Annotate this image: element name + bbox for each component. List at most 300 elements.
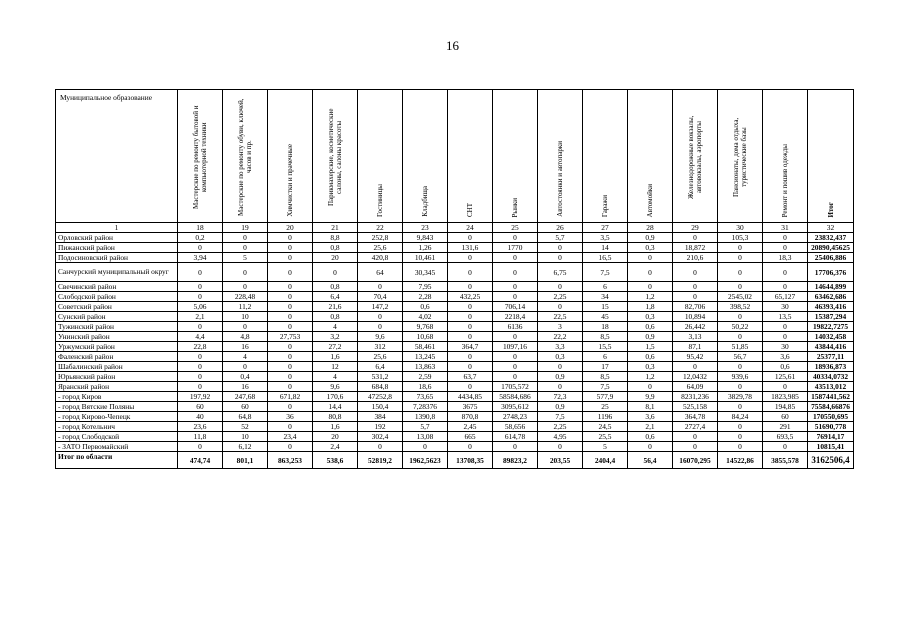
table-cell: 22,5 xyxy=(538,312,583,322)
table-cell: 0,6 xyxy=(403,302,448,312)
table-cell: 84,24 xyxy=(718,412,763,422)
table-cell: 0 xyxy=(268,352,313,362)
table-cell: 170,6 xyxy=(313,392,358,402)
table-cell: 398,52 xyxy=(718,302,763,312)
column-header-label: Гаражи xyxy=(601,194,609,217)
table-cell: 11,8 xyxy=(178,432,223,442)
column-header-label: Мастерские по ремонту бытовой и компьютерной техники xyxy=(192,105,208,209)
table-cell: 1390,8 xyxy=(403,412,448,422)
table-cell: 58,461 xyxy=(403,342,448,352)
table-cell: 9,6 xyxy=(313,382,358,392)
table-cell: 2,1 xyxy=(628,422,673,432)
table-cell: 2,4 xyxy=(313,442,358,452)
table-cell: 0,3 xyxy=(538,352,583,362)
column-header xyxy=(358,90,403,223)
table-cell: 0 xyxy=(268,402,313,412)
table-cell: 0 xyxy=(223,282,268,292)
table-cell: 0 xyxy=(268,362,313,372)
column-header-label: Пансионаты, дома отдыха, туристические базы xyxy=(732,117,748,197)
row-total: 46393,416 xyxy=(808,302,854,312)
table-cell: 0 xyxy=(448,332,493,342)
table-cell: 14 xyxy=(583,243,628,253)
table-cell: 0 xyxy=(718,382,763,392)
table-cell: 0 xyxy=(493,362,538,372)
table-cell: 0,3 xyxy=(628,362,673,372)
table-cell: 8,5 xyxy=(583,372,628,382)
table-cell: 27,2 xyxy=(313,342,358,352)
column-number: 21 xyxy=(313,223,358,233)
table-cell: 0 xyxy=(268,382,313,392)
table-cell: 0 xyxy=(268,292,313,302)
row-total: 1587441,562 xyxy=(808,392,854,402)
table-cell: 1770 xyxy=(493,243,538,253)
table-cell: 0 xyxy=(628,382,673,392)
table-cell: 25,5 xyxy=(583,432,628,442)
table-cell: 0 xyxy=(448,312,493,322)
table-row xyxy=(56,352,854,362)
table-cell: 22,2 xyxy=(538,332,583,342)
table-cell: 2545,02 xyxy=(718,292,763,302)
table-cell: 0 xyxy=(628,442,673,452)
total-cell: 16070,295 xyxy=(673,452,718,469)
table-cell: 10 xyxy=(223,432,268,442)
table-cell: 0,8 xyxy=(313,282,358,292)
column-header xyxy=(448,90,493,223)
table-cell: 12 xyxy=(313,362,358,372)
column-number: 32 xyxy=(808,223,854,233)
table-cell: 0 xyxy=(538,442,583,452)
row-name: Пижанский район xyxy=(56,243,178,253)
table-cell: 0 xyxy=(718,312,763,322)
table-cell: 0,9 xyxy=(538,402,583,412)
total-cell: 13708,35 xyxy=(448,452,493,469)
table-cell: 2727,4 xyxy=(673,422,718,432)
row-name: Яранский район xyxy=(56,382,178,392)
table-cell: 3,6 xyxy=(628,412,673,422)
row-total: 63462,686 xyxy=(808,292,854,302)
table-cell: 18,3 xyxy=(763,253,808,263)
table-cell: 13,5 xyxy=(763,312,808,322)
table-cell: 0,3 xyxy=(628,243,673,253)
table-cell: 0 xyxy=(763,233,808,243)
table-cell: 0 xyxy=(718,402,763,412)
table-cell: 525,158 xyxy=(673,402,718,412)
table-cell: 10,894 xyxy=(673,312,718,322)
table-cell: 2,25 xyxy=(538,422,583,432)
column-header-label: Кладбища xyxy=(421,186,429,217)
table-cell: 63,7 xyxy=(448,372,493,382)
total-cell: 89823,2 xyxy=(493,452,538,469)
table-cell: 0 xyxy=(268,233,313,243)
column-header xyxy=(583,90,628,223)
table-cell: 7,28376 xyxy=(403,402,448,412)
table-cell: 15,5 xyxy=(583,342,628,352)
page-number: 16 xyxy=(446,38,459,53)
column-header xyxy=(223,90,268,223)
table-cell: 1705,572 xyxy=(493,382,538,392)
table-cell: 0,8 xyxy=(313,312,358,322)
row-total: 76914,17 xyxy=(808,432,854,442)
column-header xyxy=(268,90,313,223)
table-cell: 23,6 xyxy=(178,422,223,432)
table-cell: 0 xyxy=(178,243,223,253)
table-cell: 0 xyxy=(673,282,718,292)
table-cell: 0 xyxy=(268,342,313,352)
column-header-label: Автомойки xyxy=(646,183,654,217)
table-cell: 0 xyxy=(448,263,493,282)
column-number: 27 xyxy=(583,223,628,233)
column-header xyxy=(808,90,854,223)
column-header-label: Химчистки и прачечные xyxy=(286,144,294,217)
table-cell: 64,09 xyxy=(673,382,718,392)
header-row xyxy=(56,90,854,223)
table-cell: 0 xyxy=(178,442,223,452)
table-cell: 1,2 xyxy=(628,372,673,382)
table-cell: 6,4 xyxy=(358,362,403,372)
column-number: 28 xyxy=(628,223,673,233)
column-header xyxy=(538,90,583,223)
table-cell: 0 xyxy=(763,282,808,292)
row-name: - ЗАТО Первомайский xyxy=(56,442,178,452)
table-cell: 0 xyxy=(358,282,403,292)
table-cell: 0 xyxy=(628,263,673,282)
table-cell: 0 xyxy=(493,263,538,282)
table-cell: 1823,985 xyxy=(763,392,808,402)
grand-total: 3162506,4 xyxy=(808,452,854,469)
table-cell: 252,8 xyxy=(358,233,403,243)
row-total: 18936,873 xyxy=(808,362,854,372)
table-cell: 30 xyxy=(763,302,808,312)
column-header xyxy=(628,90,673,223)
table-row xyxy=(56,392,854,402)
table-cell: 0 xyxy=(718,253,763,263)
table-cell: 6 xyxy=(583,282,628,292)
table-cell: 0,4 xyxy=(223,372,268,382)
table-cell: 0 xyxy=(718,282,763,292)
row-total: 75584,66876 xyxy=(808,402,854,412)
table-cell: 0 xyxy=(538,243,583,253)
table-row xyxy=(56,332,854,342)
column-number: 18 xyxy=(178,223,223,233)
table-cell: 0 xyxy=(268,372,313,382)
table-cell: 706,14 xyxy=(493,302,538,312)
column-number-row xyxy=(56,223,854,233)
table-cell: 5,06 xyxy=(178,302,223,312)
table-cell: 14,4 xyxy=(313,402,358,412)
table-row xyxy=(56,233,854,243)
table-cell: 0 xyxy=(673,432,718,442)
table-cell: 0,3 xyxy=(628,312,673,322)
table-cell: 0 xyxy=(673,233,718,243)
table-cell: 684,8 xyxy=(358,382,403,392)
table-cell: 0 xyxy=(268,282,313,292)
column-header-label: Рынки xyxy=(511,197,519,217)
table-cell: 531,2 xyxy=(358,372,403,382)
row-name: - город Киров xyxy=(56,392,178,402)
table-cell: 0 xyxy=(493,372,538,382)
table-cell: 9,9 xyxy=(628,392,673,402)
column-number: 23 xyxy=(403,223,448,233)
total-cell: 3855,578 xyxy=(763,452,808,469)
table-cell: 0 xyxy=(493,332,538,342)
table-cell: 8,1 xyxy=(628,402,673,412)
table-cell: 9,6 xyxy=(358,332,403,342)
row-total: 40334,0732 xyxy=(808,372,854,382)
column-number: 20 xyxy=(268,223,313,233)
row-name: Подосиновский район xyxy=(56,253,178,263)
table-cell: 131,6 xyxy=(448,243,493,253)
row-name: Слободской район xyxy=(56,292,178,302)
table-cell: 3,3 xyxy=(538,342,583,352)
table-cell: 0,9 xyxy=(538,372,583,382)
table-cell: 0 xyxy=(538,382,583,392)
table-cell: 6,12 xyxy=(223,442,268,452)
total-cell: 1962,5623 xyxy=(403,452,448,469)
table-cell: 6,75 xyxy=(538,263,583,282)
table-row xyxy=(56,382,854,392)
column-header xyxy=(673,90,718,223)
table-cell: 30,345 xyxy=(403,263,448,282)
table-cell: 0 xyxy=(718,432,763,442)
table-cell: 36 xyxy=(268,412,313,422)
table-cell: 6 xyxy=(583,352,628,362)
column-number: 24 xyxy=(448,223,493,233)
column-number: 19 xyxy=(223,223,268,233)
table-cell: 1196 xyxy=(583,412,628,422)
table-cell: 3675 xyxy=(448,402,493,412)
table-cell: 0 xyxy=(763,322,808,332)
table-cell: 0 xyxy=(718,442,763,452)
table-cell: 45 xyxy=(583,312,628,322)
column-number: 1 xyxy=(56,223,178,233)
table-cell: 0 xyxy=(268,442,313,452)
table-cell: 8231,236 xyxy=(673,392,718,402)
table-row xyxy=(56,253,854,263)
table-cell: 7,95 xyxy=(403,282,448,292)
row-total: 10815,41 xyxy=(808,442,854,452)
table-cell: 60 xyxy=(223,402,268,412)
table-cell: 671,82 xyxy=(268,392,313,402)
table-cell: 2218,4 xyxy=(493,312,538,322)
table-cell: 3829,78 xyxy=(718,392,763,402)
table-cell: 0 xyxy=(448,322,493,332)
row-total: 19822,7275 xyxy=(808,322,854,332)
table-cell: 1,26 xyxy=(403,243,448,253)
column-number: 26 xyxy=(538,223,583,233)
table-cell: 384 xyxy=(358,412,403,422)
row-name: Фаленский район xyxy=(56,352,178,362)
table-cell: 147,2 xyxy=(358,302,403,312)
table-cell: 25 xyxy=(583,402,628,412)
row-name: Советский район xyxy=(56,302,178,312)
table-cell: 4434,85 xyxy=(448,392,493,402)
table-cell: 0 xyxy=(493,282,538,292)
table-cell: 0 xyxy=(763,243,808,253)
table-cell: 0 xyxy=(628,282,673,292)
table-cell: 0 xyxy=(718,263,763,282)
table-cell: 0 xyxy=(538,282,583,292)
table-cell: 192 xyxy=(358,422,403,432)
row-name: - город Слободской xyxy=(56,432,178,442)
table-cell: 0 xyxy=(178,382,223,392)
table-cell: 3095,612 xyxy=(493,402,538,412)
row-name: Санчурский муниципальный округ xyxy=(56,263,178,282)
table-cell: 12,0432 xyxy=(673,372,718,382)
row-name: - город Котельнич xyxy=(56,422,178,432)
table-cell: 0 xyxy=(448,382,493,392)
table-cell: 5,7 xyxy=(538,233,583,243)
table-cell: 80,8 xyxy=(313,412,358,422)
table-cell: 87,1 xyxy=(673,342,718,352)
table-cell: 150,4 xyxy=(358,402,403,412)
table-cell: 4,02 xyxy=(403,312,448,322)
table-cell: 0,6 xyxy=(628,352,673,362)
row-total: 14032,458 xyxy=(808,332,854,342)
table-cell: 13,08 xyxy=(403,432,448,442)
column-header-label: Парикмахерские, косметические салоны, салоны красоты xyxy=(327,108,343,206)
column-header-label: Ремонт и пошив одежды xyxy=(781,143,789,217)
column-header-label: Итог xyxy=(826,201,835,217)
table-cell: 51,85 xyxy=(718,342,763,352)
table-cell: 4,95 xyxy=(538,432,583,442)
column-header-label: Гостиницы xyxy=(376,184,384,217)
table-cell: 0 xyxy=(178,352,223,362)
table-cell: 197,92 xyxy=(178,392,223,402)
table-cell: 60 xyxy=(178,402,223,412)
table-cell: 0 xyxy=(538,362,583,372)
column-number: 29 xyxy=(673,223,718,233)
column-header xyxy=(493,90,538,223)
table-row xyxy=(56,282,854,292)
table-row xyxy=(56,362,854,372)
table-cell: 0 xyxy=(268,302,313,312)
table-cell: 0 xyxy=(718,332,763,342)
row-name: Юрьянский район xyxy=(56,372,178,382)
column-number: 30 xyxy=(718,223,763,233)
table-cell: 0 xyxy=(448,442,493,452)
table-cell: 27,753 xyxy=(268,332,313,342)
row-name: Сунский район xyxy=(56,312,178,322)
table-cell: 0 xyxy=(448,302,493,312)
table-cell: 0 xyxy=(448,253,493,263)
table-cell: 11,2 xyxy=(223,302,268,312)
table-cell: 3,6 xyxy=(763,352,808,362)
table-cell: 10,68 xyxy=(403,332,448,342)
table-cell: 312 xyxy=(358,342,403,352)
table-cell: 5,7 xyxy=(403,422,448,432)
table-cell: 1097,16 xyxy=(493,342,538,352)
table-cell: 17 xyxy=(583,362,628,372)
table-cell: 420,8 xyxy=(358,253,403,263)
table-cell: 7,5 xyxy=(583,382,628,392)
table-cell: 247,68 xyxy=(223,392,268,402)
table-cell: 0 xyxy=(268,322,313,332)
table-cell: 0 xyxy=(448,282,493,292)
row-name: Свечинский район xyxy=(56,282,178,292)
table-cell: 0 xyxy=(718,243,763,253)
table-cell: 9,843 xyxy=(403,233,448,243)
row-total: 14644,899 xyxy=(808,282,854,292)
column-header xyxy=(403,90,448,223)
table-cell: 0 xyxy=(763,442,808,452)
table-cell: 58584,686 xyxy=(493,392,538,402)
row-name: Унинский район xyxy=(56,332,178,342)
table-cell: 0 xyxy=(673,292,718,302)
table-cell: 194,85 xyxy=(763,402,808,412)
row-name: - город Кирово-Чепецк xyxy=(56,412,178,422)
table-cell: 1,6 xyxy=(313,352,358,362)
table-cell: 665 xyxy=(448,432,493,442)
table-cell: 15 xyxy=(583,302,628,312)
table-cell: 4 xyxy=(313,322,358,332)
municipality-header: Муниципальное образование xyxy=(56,90,178,223)
table-cell: 65,127 xyxy=(763,292,808,302)
table-row xyxy=(56,292,854,302)
table-cell: 0,6 xyxy=(763,362,808,372)
table-cell: 16 xyxy=(223,382,268,392)
table-row xyxy=(56,243,854,253)
table-cell: 291 xyxy=(763,422,808,432)
table-cell: 228,48 xyxy=(223,292,268,302)
table-cell: 0 xyxy=(538,253,583,263)
table-cell: 6,4 xyxy=(313,292,358,302)
table-cell: 6136 xyxy=(493,322,538,332)
table-cell: 5 xyxy=(223,253,268,263)
table-cell: 0 xyxy=(358,312,403,322)
table-cell: 4,8 xyxy=(223,332,268,342)
column-header xyxy=(718,90,763,223)
table-cell: 0 xyxy=(763,382,808,392)
table-cell: 0 xyxy=(493,352,538,362)
table-cell: 8,5 xyxy=(583,332,628,342)
data-table xyxy=(55,89,854,469)
table-row xyxy=(56,342,854,352)
table-cell: 10,461 xyxy=(403,253,448,263)
table-cell: 20 xyxy=(313,253,358,263)
row-total: 25377,11 xyxy=(808,352,854,362)
table-cell: 0 xyxy=(223,263,268,282)
table-cell: 20 xyxy=(313,432,358,442)
table-cell: 0 xyxy=(178,372,223,382)
table-cell: 432,25 xyxy=(448,292,493,302)
table-cell: 0 xyxy=(763,332,808,342)
total-cell: 2404,4 xyxy=(583,452,628,469)
table-cell: 3,94 xyxy=(178,253,223,263)
table-cell: 3,13 xyxy=(673,332,718,342)
table-cell: 0 xyxy=(178,282,223,292)
row-total: 170550,695 xyxy=(808,412,854,422)
table-row xyxy=(56,302,854,312)
table-cell: 364,78 xyxy=(673,412,718,422)
table-cell: 364,7 xyxy=(448,342,493,352)
table-cell: 0,8 xyxy=(313,243,358,253)
column-number: 22 xyxy=(358,223,403,233)
table-cell: 70,4 xyxy=(358,292,403,302)
total-cell: 474,74 xyxy=(178,452,223,469)
column-header-label: СНТ xyxy=(466,203,474,217)
table-cell: 0 xyxy=(403,442,448,452)
table-cell: 693,5 xyxy=(763,432,808,442)
table-cell: 0,2 xyxy=(178,233,223,243)
table-cell: 0 xyxy=(448,352,493,362)
row-name: Тужинский район xyxy=(56,322,178,332)
row-total: 20890,45625 xyxy=(808,243,854,253)
row-name: - город Вятские Поляны xyxy=(56,402,178,412)
table-cell: 0 xyxy=(448,233,493,243)
table-cell: 0 xyxy=(673,442,718,452)
table-cell: 24,5 xyxy=(583,422,628,432)
total-cell: 801,1 xyxy=(223,452,268,469)
